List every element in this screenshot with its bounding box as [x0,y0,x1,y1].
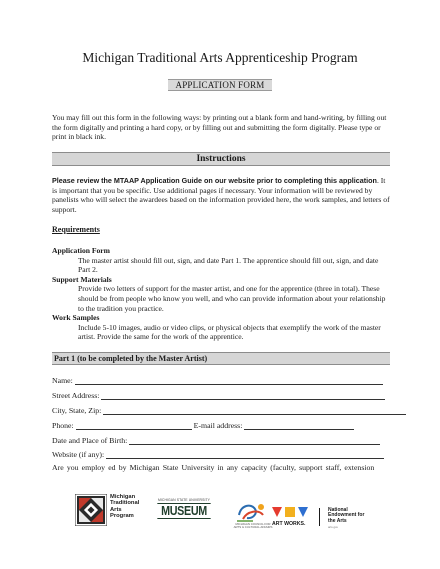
requirement-title: Work Samples [52,313,100,323]
mcaca-logo [233,501,273,535]
phone-field[interactable] [52,420,354,430]
street-address-label: Street Address: [52,391,100,400]
email-label: E-mail address: [193,421,243,430]
nea-logo-text: National Endowment for the Arts [328,507,365,524]
street-address-field[interactable] [52,390,385,400]
nea-bar-icon [319,508,325,526]
art-works-logo [270,505,314,531]
city-state-zip-label: City, State, Zip: [52,406,102,415]
birth-label: Date and Place of Birth: [52,436,128,445]
art-works-shapes-icon [270,505,314,520]
requirement-text: Include 5-10 images, audio or video clips, or physical objects that exemplify the work of the master artist. Provide the same for the work of the apprentice. [78,322,381,342]
requirement-title: Support Materials [52,274,112,284]
mtap-logo-text: Michigan Traditional Arts Program [110,494,140,520]
requirement-title: Application Form [52,246,111,255]
mcaca-logo-text: MICHIGAN COUNCIL FOR ARTS & CULTURAL AFFAIRS [233,522,273,530]
phone-input-line[interactable] [76,422,192,430]
phone-label: Phone: [52,421,74,430]
museum-sub-text: MICHIGAN STATE UNIVERSITY [157,498,211,502]
website-label: Website (if any): [52,450,105,459]
website-field[interactable] [52,449,384,459]
museum-wordmark: MUSEUM [157,503,210,519]
nea-logo [316,505,376,531]
name-field[interactable] [52,375,383,385]
requirements-heading: Requirements [52,225,100,234]
website-input-line[interactable] [106,451,384,459]
mtap-logo [75,492,145,534]
art-works-text: ART WORKS. [272,521,306,527]
requirement-work-samples [52,313,392,342]
part1-heading: Part 1 (to be completed by the Master Artist) [52,352,390,365]
msu-museum-logo [153,498,215,528]
requirement-text: The master artist should fill out, sign, and date Part 1. The apprentice should fill out, sign, and date Part 2. [78,255,379,275]
requirement-application-form [52,246,392,275]
requirements-list [52,246,392,342]
requirement-support-materials [52,275,392,313]
instructions-heading: Instructions [52,152,390,166]
employment-question: Are you employ ed by Michigan State University in any capacity (faculty, support staff, extension [52,463,375,472]
mtap-emblem-icon [75,494,107,526]
intro-paragraph: You may fill out this form in the following ways: by printing out a blank form and hand-writing, by filling out the form digitally and printing a hard copy, or by filling out and submitting the form digitally. Please type or print in black ink. [52,113,387,142]
name-input-line[interactable] [75,377,383,385]
page-title: Michigan Traditional Arts Apprenticeship Program [82,50,358,65]
name-label: Name: [52,376,73,385]
application-form-banner: APPLICATION FORM [168,79,272,91]
review-rest-text: . It is important that you be specific. Use additional pages if necessary. Your information will be reviewed by panelists who will select the awardees based on the information provided here, the work samples, and letters of support. [52,176,390,214]
mcaca-emblem-icon [233,501,273,523]
birth-input-line[interactable] [129,437,380,445]
requirement-text: Provide two letters of support for the master artist, and one for the apprentice (three in total). These should be from people who know you well, and who can provide information about your relationship to the tradition you practice. [78,284,386,313]
city-state-zip-input-line[interactable] [103,407,406,415]
review-paragraph [52,176,392,214]
email-input-line[interactable] [244,422,354,430]
nea-sub-text: arts.gov [328,525,338,529]
birth-field[interactable] [52,435,380,445]
review-bold-text: Please review the MTAAP Application Guide on our website prior to completing this application [52,176,377,185]
city-state-zip-field[interactable] [52,405,406,415]
street-address-input-line[interactable] [101,392,385,400]
